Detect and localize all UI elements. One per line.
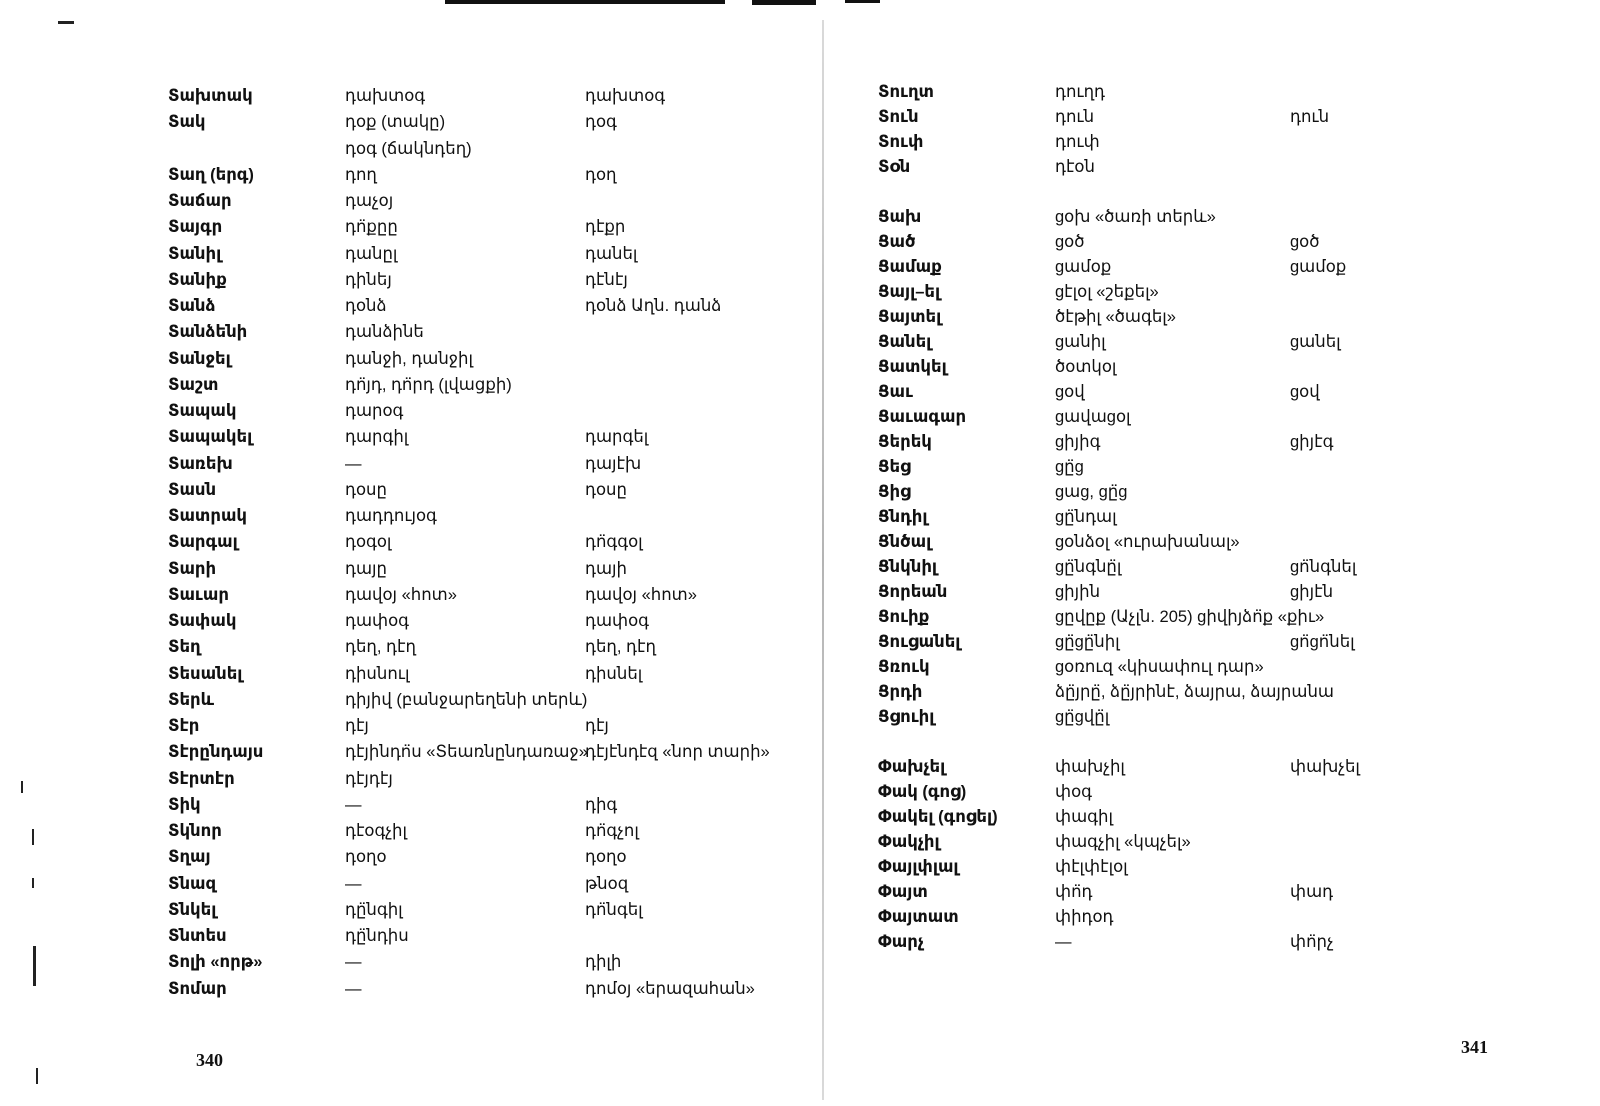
entry-form-3: դիլի <box>585 953 622 972</box>
entry-form-2: — <box>345 979 362 998</box>
entry-headword: Ցայլ–ել <box>878 283 941 301</box>
dictionary-entry <box>0 373 820 397</box>
entry-form-2: gօնձօլ «ուրախանալ» <box>1055 533 1240 551</box>
dictionary-entry <box>0 110 820 134</box>
entry-headword: Տուփ <box>878 133 924 151</box>
entry-headword: Տանիք <box>168 270 227 289</box>
entry-headword: Ցուցանել <box>878 633 961 651</box>
entry-headword: Տակ <box>168 113 206 132</box>
dictionary-entry <box>830 555 1600 579</box>
dictionary-entry <box>830 905 1600 929</box>
entry-form-2: դօգօլ <box>345 533 392 552</box>
dictionary-entry <box>830 330 1600 354</box>
dictionary-entry <box>0 530 820 554</box>
entry-form-3: դօսը <box>585 480 627 499</box>
entry-headword: Ցայտել <box>878 308 942 326</box>
dictionary-entry <box>830 155 1600 179</box>
entry-headword: Տօն <box>878 158 911 176</box>
entry-headword: Տաճար <box>168 192 232 210</box>
entry-form-3: դախտօգ <box>585 87 666 105</box>
entry-form-2: gամօք <box>1055 258 1112 276</box>
dictionary-entry <box>0 845 820 869</box>
page-number: 340 <box>196 1050 223 1070</box>
entry-form-2: դօնձ <box>345 297 387 315</box>
dictionary-entry <box>0 583 820 607</box>
entry-form-2: դուփ <box>1055 133 1100 151</box>
entry-form-2: դաչօյ <box>345 192 394 210</box>
entry-headword: Ցնծալ <box>878 533 932 551</box>
entry-form-3: դայի <box>585 559 627 578</box>
entry-headword: Ցնկնիլ <box>878 558 938 576</box>
entry-headword: Տղայ <box>168 848 211 867</box>
entry-form-2: դօղօ <box>345 848 387 867</box>
entry-headword: Տափակ <box>168 612 237 630</box>
entry-form-2: դախտօգ <box>345 87 426 105</box>
dictionary-entry <box>0 635 820 659</box>
entry-form-2: gօվ <box>1055 383 1085 401</box>
dictionary-entry <box>0 793 820 817</box>
entry-headword: Ցռուկ <box>878 658 930 676</box>
entry-form-2: դը̈նգիլ <box>345 900 403 919</box>
entry-headword: Տնտես <box>168 927 227 945</box>
entry-form-2: դէօգչիլ <box>345 822 407 840</box>
entry-form-3: gանել <box>1290 333 1341 351</box>
entry-form-3: դէյ <box>585 717 609 735</box>
dictionary-entry <box>830 655 1600 679</box>
entry-form-2: դօգ (ճակնդեղ) <box>345 139 472 158</box>
entry-form-3: gո̈gո̈նել <box>1290 633 1355 651</box>
dictionary-entry <box>0 137 820 161</box>
dictionary-entry <box>0 268 820 292</box>
entry-form-2: դիսնուլ <box>345 664 410 683</box>
entry-form-2: gը̈gը̈նիլ <box>1055 633 1120 651</box>
entry-form-3: gօվ <box>1290 383 1320 401</box>
entry-headword: Տէրընդայս <box>168 743 264 762</box>
entry-form-2: փէլփէլօլ <box>1055 858 1128 876</box>
entry-form-2: դօք (տակը) <box>345 113 446 132</box>
entry-headword: Տասն <box>168 480 217 499</box>
entry-headword: Տնկել <box>168 900 217 919</box>
entry-headword: Տարգալ <box>168 533 238 552</box>
entry-headword: Ցաւ <box>878 383 913 401</box>
dictionary-entry <box>830 530 1600 554</box>
entry-headword: Ցատկել <box>878 358 947 376</box>
entry-form-3: դայէխ <box>585 454 642 473</box>
dictionary-entry <box>0 215 820 239</box>
entry-form-3: փադ <box>1290 883 1334 901</box>
dictionary-entry <box>0 242 820 266</box>
entry-form-2: դող <box>345 165 377 184</box>
entry-form-2: դադդույօգ <box>345 507 437 525</box>
entry-form-3: դիգ <box>585 795 618 814</box>
dictionary-entry <box>830 805 1600 829</box>
entry-form-2: — <box>345 454 362 473</box>
entry-headword: Տախտակ <box>168 87 253 105</box>
entry-headword: Տուն <box>878 108 919 126</box>
dictionary-entry <box>830 855 1600 879</box>
entry-form-3: դօղ <box>585 165 617 184</box>
dictionary-entry <box>830 205 1600 229</box>
dictionary-entry <box>830 605 1600 629</box>
entry-form-3: դարգել <box>585 428 649 447</box>
entry-form-2: դէօն <box>1055 158 1095 176</box>
dictionary-entry <box>830 105 1600 129</box>
dictionary-entry <box>830 755 1600 779</box>
entry-headword: Տաշտ <box>168 375 219 394</box>
entry-form-3: դափօգ <box>585 612 649 630</box>
dictionary-entry <box>0 819 820 843</box>
entry-form-2: դինեյ <box>345 270 392 289</box>
dictionary-entry <box>830 705 1600 729</box>
dictionary-entry <box>830 380 1600 404</box>
entry-form-2: gիյին <box>1055 583 1101 601</box>
entry-headword: Տկնոր <box>168 822 222 840</box>
entry-headword: Տաւար <box>168 585 229 604</box>
entry-form-3: gամօք <box>1290 258 1347 276</box>
entry-headword: Ցրդի <box>878 683 923 701</box>
entry-headword: Ցուիք <box>878 608 930 626</box>
entry-headword: Փայլփլալ <box>878 858 959 876</box>
entry-headword: Ցերեկ <box>878 433 932 451</box>
entry-headword: Տանձենի <box>168 323 248 342</box>
entry-form-2: դանձինե <box>345 323 424 342</box>
dictionary-entry <box>0 740 820 764</box>
entry-form-2: դո̈քըը <box>345 218 398 237</box>
entry-headword: Տէրտէր <box>168 769 235 788</box>
entry-form-2: — <box>345 874 362 893</box>
dictionary-entry <box>0 478 820 502</box>
entry-form-2: gը̈g <box>1055 458 1084 476</box>
entry-headword: Տանջել <box>168 349 231 368</box>
entry-headword: Փակել (գոցել) <box>878 808 998 826</box>
entry-form-2: դեղ, դէղ <box>345 638 416 657</box>
page-gutter <box>822 20 824 1100</box>
dictionary-entry <box>0 294 820 318</box>
dictionary-entry <box>0 347 820 371</box>
dictionary-entry <box>830 930 1600 954</box>
entry-form-3: դոմօյ «երազահան» <box>585 979 755 998</box>
entry-form-2: gիյիգ <box>1055 433 1101 451</box>
dictionary-entry <box>830 180 1600 204</box>
entry-form-3: gիյէն <box>1290 583 1334 601</box>
entry-form-2: դարօգ <box>345 402 404 420</box>
entry-form-3: դիսնել <box>585 664 643 683</box>
dictionary-entry <box>0 504 820 528</box>
entry-form-2: gը̈նգնը̈լ <box>1055 558 1122 576</box>
entry-headword: Տեղ <box>168 638 201 657</box>
entry-form-2: gըվըք (Աչլն. 205) gիվիյձո̈ք «քիւ» <box>1055 608 1325 626</box>
entry-form-2: դանըլ <box>345 244 398 263</box>
dictionary-entry <box>830 280 1600 304</box>
entry-headword: Տէր <box>168 717 200 735</box>
entry-form-2: փախչիլ <box>1055 758 1125 776</box>
dictionary-entry <box>830 480 1600 504</box>
entry-form-2: gօծ <box>1055 233 1085 251</box>
entry-headword: Ցաւագար <box>878 408 967 426</box>
entry-form-2: — <box>345 953 362 972</box>
entry-form-3: դէնէյ <box>585 270 628 289</box>
dictionary-entry <box>830 580 1600 604</box>
entry-form-2: դը̈նդիս <box>345 927 409 945</box>
entry-form-2: փո̈դ <box>1055 883 1093 901</box>
entry-form-2: ծէթիլ «ծագել» <box>1055 308 1176 326</box>
entry-form-3: թնօզ <box>585 874 629 893</box>
dictionary-entry <box>0 714 820 738</box>
dictionary-entry <box>830 405 1600 429</box>
entry-headword: Ցնդիլ <box>878 508 928 526</box>
dictionary-entry <box>830 455 1600 479</box>
entry-headword: Փախչել <box>878 758 946 776</box>
entry-headword: Փարչ <box>878 933 924 951</box>
entry-headword: Ցցուիլ <box>878 708 935 726</box>
dictionary-entry <box>0 609 820 633</box>
dictionary-entry <box>0 977 820 1001</box>
entry-form-3: դո̈գգօլ <box>585 533 643 552</box>
entry-headword: Տանիլ <box>168 244 222 263</box>
entry-headword: Ցորեան <box>878 583 948 601</box>
dictionary-entry <box>830 680 1600 704</box>
entry-headword: Տոմար <box>168 979 227 998</box>
dictionary-entry <box>830 780 1600 804</box>
entry-form-3: փախչել <box>1290 758 1360 776</box>
dictionary-entry <box>830 230 1600 254</box>
entry-headword: Տնազ <box>168 874 217 893</box>
entry-headword: Տոլի «որթ» <box>168 953 263 972</box>
entry-form-2: gաg, gը̈g <box>1055 483 1128 501</box>
entry-headword: Տուղտ <box>878 83 934 101</box>
entry-form-3: դէյէնդէզ «նոր տարի» <box>585 743 770 762</box>
entry-form-3: դո̈գչոլ <box>585 822 639 840</box>
entry-headword: Տանձ <box>168 297 216 315</box>
entry-form-2: gանիլ <box>1055 333 1106 351</box>
dictionary-entry <box>830 130 1600 154</box>
dictionary-entry <box>0 898 820 922</box>
dictionary-entry <box>0 84 820 108</box>
entry-form-3: դօգ <box>585 113 617 132</box>
dictionary-entry <box>830 255 1600 279</box>
dictionary-entry <box>0 189 820 213</box>
entry-form-2: փագչիլ «կպչել» <box>1055 833 1191 851</box>
dictionary-entry <box>830 80 1600 104</box>
dictionary-entry <box>0 662 820 686</box>
entry-form-2: դէյդէյ <box>345 769 393 788</box>
dictionary-entry <box>0 163 820 187</box>
entry-form-2: դո̈յդ, դո̈րդ (լվացքի) <box>345 375 512 394</box>
entry-form-2: gավաgօլ <box>1055 408 1131 426</box>
dictionary-entry <box>0 320 820 344</box>
entry-headword: Տապակել <box>168 428 253 447</box>
entry-headword: Տատրակ <box>168 507 248 525</box>
entry-form-3: gօծ <box>1290 233 1320 251</box>
entry-headword: Փակ (գոց) <box>878 783 967 801</box>
dictionary-entry <box>0 425 820 449</box>
dictionary-entry <box>830 630 1600 654</box>
entry-form-3: դավօյ «հոտ» <box>585 585 697 604</box>
dictionary-entry <box>0 399 820 423</box>
entry-form-2: դափօգ <box>345 612 409 630</box>
dictionary-entry <box>0 452 820 476</box>
entry-form-2: դուն <box>1055 108 1095 126</box>
entry-form-3: դօղօ <box>585 848 627 867</box>
entry-form-2: դարգիլ <box>345 428 409 447</box>
dictionary-entry <box>830 305 1600 329</box>
entry-headword: Տաղ (երգ) <box>168 165 254 184</box>
entry-form-2: դիյիվ (բանջարեղենի տերև) <box>345 690 588 709</box>
dictionary-entry <box>830 355 1600 379</box>
entry-form-2: փօգ <box>1055 783 1092 801</box>
dictionary-entry <box>0 557 820 581</box>
entry-headword: Ցամաք <box>878 258 942 276</box>
entry-headword: Ցեց <box>878 458 911 476</box>
entry-form-3: փո̈րչ <box>1290 933 1334 951</box>
entry-form-2: — <box>1055 933 1072 951</box>
right-page <box>830 0 1600 1106</box>
page-number: 341 <box>1461 1037 1488 1057</box>
entry-headword: Տարի <box>168 559 217 578</box>
entry-form-2: դավօյ «հոտ» <box>345 585 457 604</box>
entry-form-2: gը̈gվը̈լ <box>1055 708 1110 726</box>
entry-form-2: դէյ <box>345 717 369 735</box>
entry-form-2: դանջի, դանջիլ <box>345 349 473 368</box>
entry-form-2: gը̈նդալ <box>1055 508 1117 526</box>
entry-headword: Տեսանել <box>168 664 243 683</box>
entry-headword: Փակչիլ <box>878 833 940 851</box>
dictionary-entry <box>0 950 820 974</box>
entry-form-2: gօռուզ «կիսափուլ դար» <box>1055 658 1264 676</box>
entry-headword: Ցից <box>878 483 911 501</box>
dictionary-entry <box>0 924 820 948</box>
entry-headword: Տայգր <box>168 218 223 237</box>
entry-form-2: դէյինդո̈ս «Տեառնընդառաջ» <box>345 743 588 762</box>
dictionary-entry <box>830 505 1600 529</box>
dictionary-entry <box>0 872 820 896</box>
entry-headword: Տառեխ <box>168 454 233 473</box>
dictionary-entry <box>0 688 820 712</box>
entry-headword: Տապակ <box>168 402 237 420</box>
entry-form-2: gօխ «ծառի տերև» <box>1055 208 1216 226</box>
dictionary-entry <box>830 830 1600 854</box>
entry-form-3: դօնձ Աղն. դանձ <box>585 297 722 315</box>
entry-headword: Փայտ <box>878 883 928 901</box>
entry-form-3: դուն <box>1290 108 1330 126</box>
dictionary-entry <box>830 430 1600 454</box>
dictionary-entry <box>830 880 1600 904</box>
entry-form-2: դայը <box>345 559 387 578</box>
entry-form-2: փիդօդ <box>1055 908 1114 926</box>
entry-form-3: դէքր <box>585 218 626 237</box>
entry-headword: Փայտատ <box>878 908 959 926</box>
entry-form-2: դօսը <box>345 480 387 499</box>
dictionary-entry <box>0 767 820 791</box>
entry-form-3: դեղ, դէղ <box>585 638 656 657</box>
entry-form-3: gո̈նգնել <box>1290 558 1357 576</box>
entry-headword: Ցած <box>878 233 916 251</box>
entry-form-3: դանել <box>585 244 638 263</box>
entry-form-3: gիյէգ <box>1290 433 1334 451</box>
entry-form-3: դո̈նգել <box>585 900 643 919</box>
entry-headword: Ցախ <box>878 208 922 226</box>
dictionary-entry <box>830 730 1600 754</box>
entry-form-2: gէլօլ «շեքել» <box>1055 283 1159 301</box>
entry-headword: Տերև <box>168 690 215 709</box>
entry-form-2: ձը̈յրը̈, ձը̈յրինէ, ձայրա, ձայրանա <box>1055 683 1334 701</box>
entry-form-2: ծօտկօլ <box>1055 358 1117 376</box>
entry-headword: Տիկ <box>168 795 201 814</box>
entry-form-2: — <box>345 795 362 814</box>
entry-form-2: դուղդ <box>1055 83 1105 101</box>
entry-headword: Ցանել <box>878 333 932 351</box>
entry-form-2: փագիլ <box>1055 808 1113 826</box>
